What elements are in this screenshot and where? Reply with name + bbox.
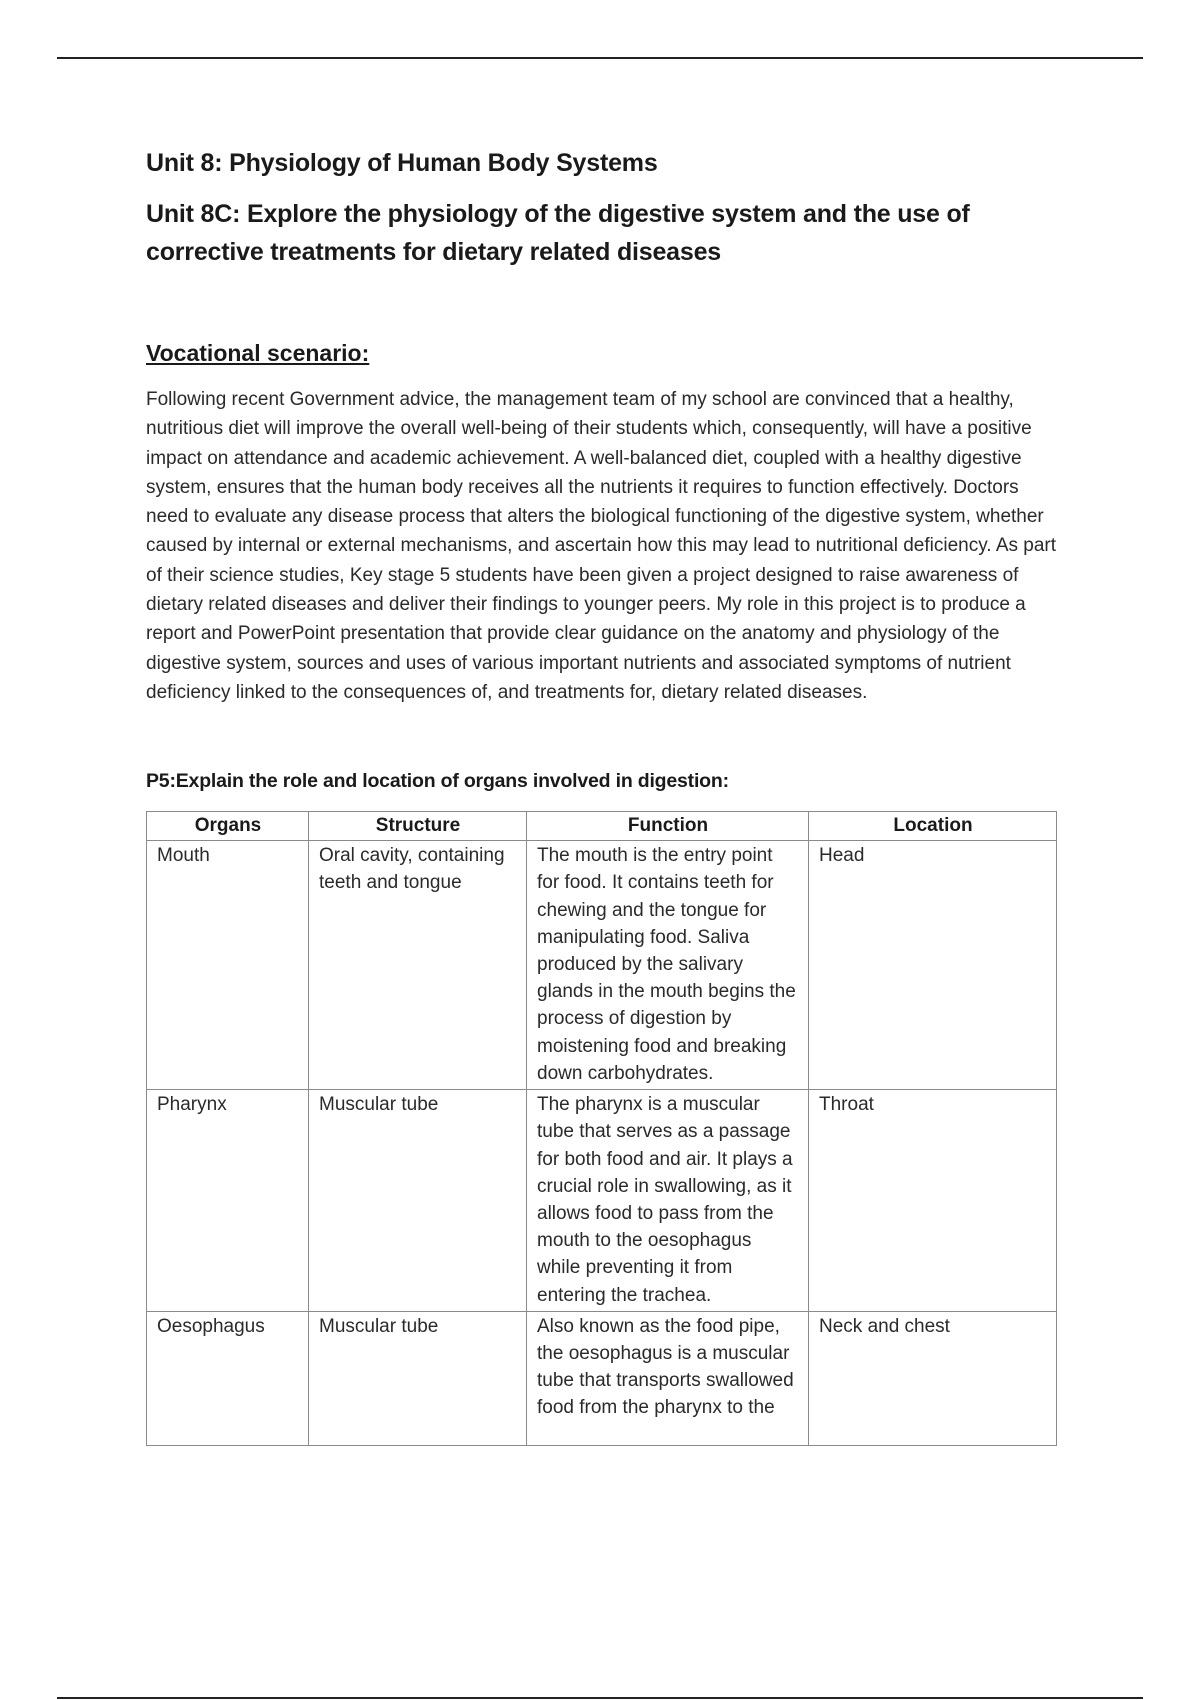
scenario-paragraph: Following recent Government advice, the management team of my school are convinced that a healthy, nutritious diet will improve the overall well-being of their students which, consequently, will have a positive impact on attendance and academic achievement. A well-balanced diet, coupled with a healthy digestive system, ensures that the human body receives all the nutrients it requires to function effectively. Doctors need to evaluate any disease process that alters the biological functioning of the digestive system, whether caused by internal or external mechanisms, and ascertain how this may lead to nutritional deficiency. As part of their science studies, Key stage 5 students have been given a project designed to raise awareness of dietary related diseases and deliver their findings to younger peers. My role in this project is to produce a report and PowerPoint presentation that provide clear guidance on the anatomy and physiology of the digestive system, sources and uses of various important nutrients and associated symptoms of nutrient deficiency linked to the consequences of, and treatments for, dietary related diseases.	[146, 389, 1057, 703]
footer-rule	[57, 1697, 1143, 1699]
structure-cell: Muscular tube	[309, 1090, 527, 1312]
table-row	[147, 1090, 1057, 1312]
unit-title: Unit 8: Physiology of Human Body Systems	[146, 149, 658, 177]
function-cell: The pharynx is a muscular tube that serves as a passage for both food and air. It plays a crucial role in swallowing, as it allows food to pass from the mouth to the oesophagus while preventing it from entering the trachea.	[527, 1090, 809, 1312]
page-content	[146, 145, 1058, 1446]
structure-cell: Muscular tube	[309, 1311, 527, 1445]
header-organs: Organs	[147, 812, 309, 841]
table-row	[147, 1311, 1057, 1445]
p5-heading: P5:Explain the role and location of organs involved in digestion:	[146, 770, 729, 793]
location-cell: Head	[809, 841, 1057, 1090]
location-cell: Neck and chest	[809, 1311, 1057, 1445]
unit-subtitle: Unit 8C: Explore the physiology of the digestive system and the use of corrective treatments for dietary related diseases	[146, 200, 970, 266]
function-cell: Also known as the food pipe, the oesophagus is a muscular tube that transports swallowed food from the pharynx to the	[527, 1311, 809, 1445]
function-cell: The mouth is the entry point for food. It contains teeth for chewing and the tongue for manipulating food. Saliva produced by the salivary glands in the mouth begins the process of digestion by moistening food and breaking down carbohydrates.	[527, 841, 809, 1090]
table-row	[147, 841, 1057, 1090]
table-header-row	[147, 812, 1057, 841]
header-structure: Structure	[309, 812, 527, 841]
location-cell: Throat	[809, 1090, 1057, 1312]
structure-cell: Oral cavity, containing teeth and tongue	[309, 841, 527, 1090]
organ-cell: Mouth	[147, 841, 309, 1090]
header-rule	[57, 57, 1143, 59]
organ-cell: Pharynx	[147, 1090, 309, 1312]
organs-table	[146, 811, 1057, 1445]
scenario-heading: Vocational scenario:	[146, 340, 370, 366]
header-location: Location	[809, 812, 1057, 841]
organ-cell: Oesophagus	[147, 1311, 309, 1445]
header-function: Function	[527, 812, 809, 841]
